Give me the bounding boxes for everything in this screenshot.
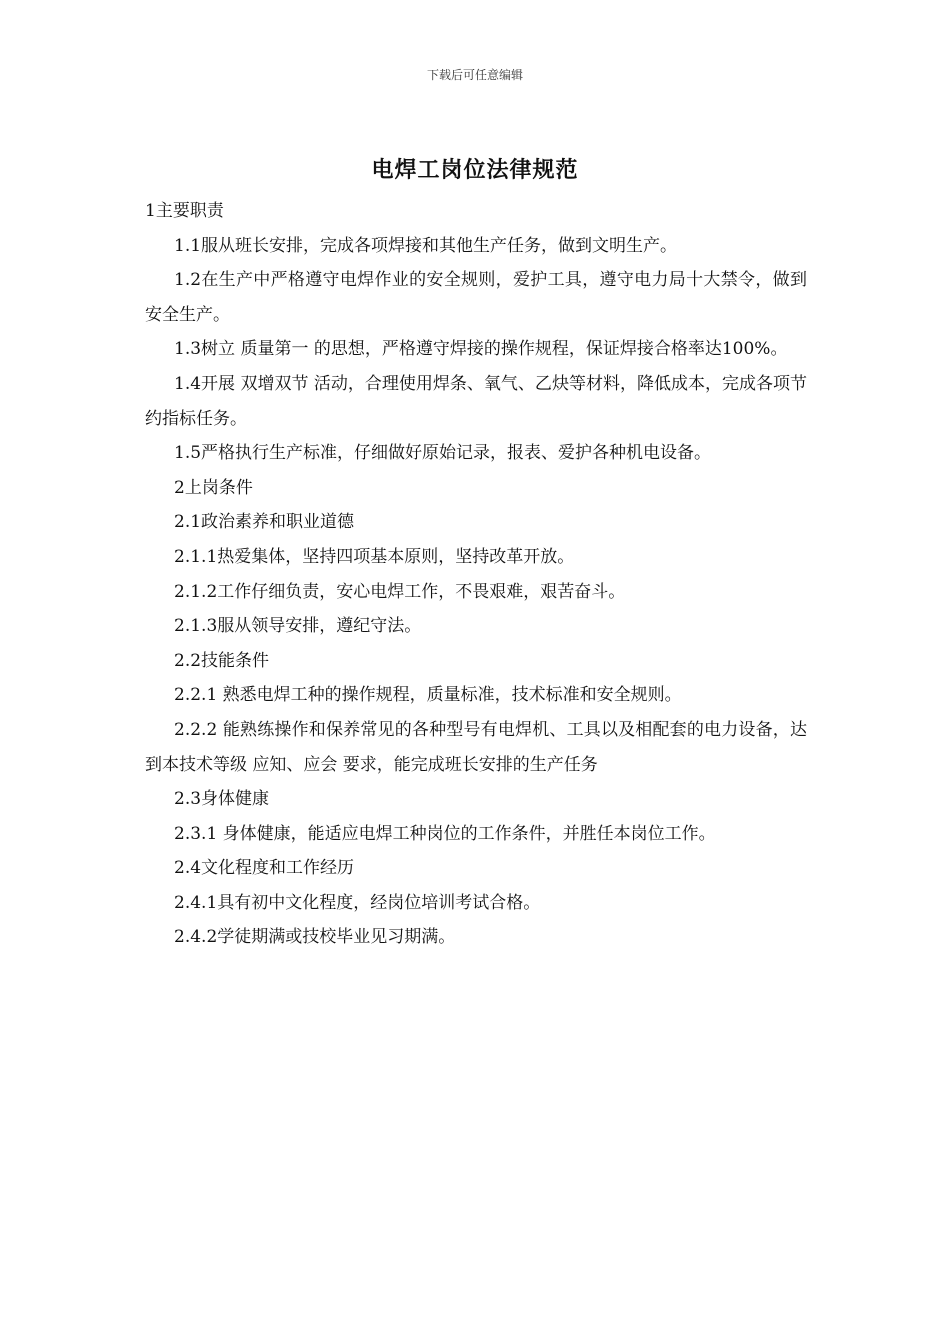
- document-title: 电焊工岗位法律规范: [371, 158, 579, 183]
- document-body: [145, 194, 807, 955]
- subsection-heading: 2.4文化程度和工作经历: [174, 858, 355, 879]
- paragraph: 1.1服从班长安排，完成各项焊接和其他生产任务，做到文明生产。: [174, 235, 678, 256]
- subsection-heading: 2.2技能条件: [174, 650, 270, 671]
- paragraph: 1.5严格执行生产标准，仔细做好原始记录，报表、爱护各种机电设备。: [174, 443, 712, 464]
- paragraph: 1.4开展 双增双节 活动，合理使用焊条、氧气、乙炔等材料，降低成本，完成各项节约指标任务。: [145, 373, 807, 429]
- paragraph: 2.2.2 能熟练操作和保养常见的各种型号有电焊机、工具以及相配套的电力设备，达到本技术等级 应知、应会 要求，能完成班长安排的生产任务: [145, 719, 807, 775]
- paragraph: 1.3树立 质量第一 的思想，严格遵守焊接的操作规程，保证焊接合格率达100%。: [174, 339, 788, 360]
- subsection-heading: 2.1政治素养和职业道德: [174, 512, 355, 533]
- paragraph: 1.2在生产中严格遵守电焊作业的安全规则，爱护工具，遵守电力局十大禁令，做到安全生产。: [145, 270, 807, 325]
- subsection-heading: 2.3身体健康: [174, 789, 270, 810]
- page-header-note: 下载后可任意编辑: [426, 68, 523, 82]
- section-heading: 2上岗条件: [174, 477, 253, 498]
- paragraph: 2.4.2学徒期满或技校毕业见习期满。: [174, 927, 456, 948]
- paragraph: 2.2.1 熟悉电焊工种的操作规程，质量标准，技术标准和安全规则。: [174, 685, 682, 706]
- paragraph: 2.1.3服从领导安排，遵纪守法。: [174, 616, 422, 637]
- paragraph: 2.4.1具有初中文化程度，经岗位培训考试合格。: [174, 892, 541, 913]
- paragraph: 2.1.1热爱集体，坚持四项基本原则，坚持改革开放。: [174, 546, 575, 567]
- paragraph: 2.3.1 身体健康，能适应电焊工种岗位的工作条件，并胜任本岗位工作。: [174, 823, 716, 844]
- paragraph: 1主要职责: [145, 201, 224, 221]
- paragraph: 2.1.2工作仔细负责，安心电焊工作，不畏艰难，艰苦奋斗。: [174, 581, 626, 602]
